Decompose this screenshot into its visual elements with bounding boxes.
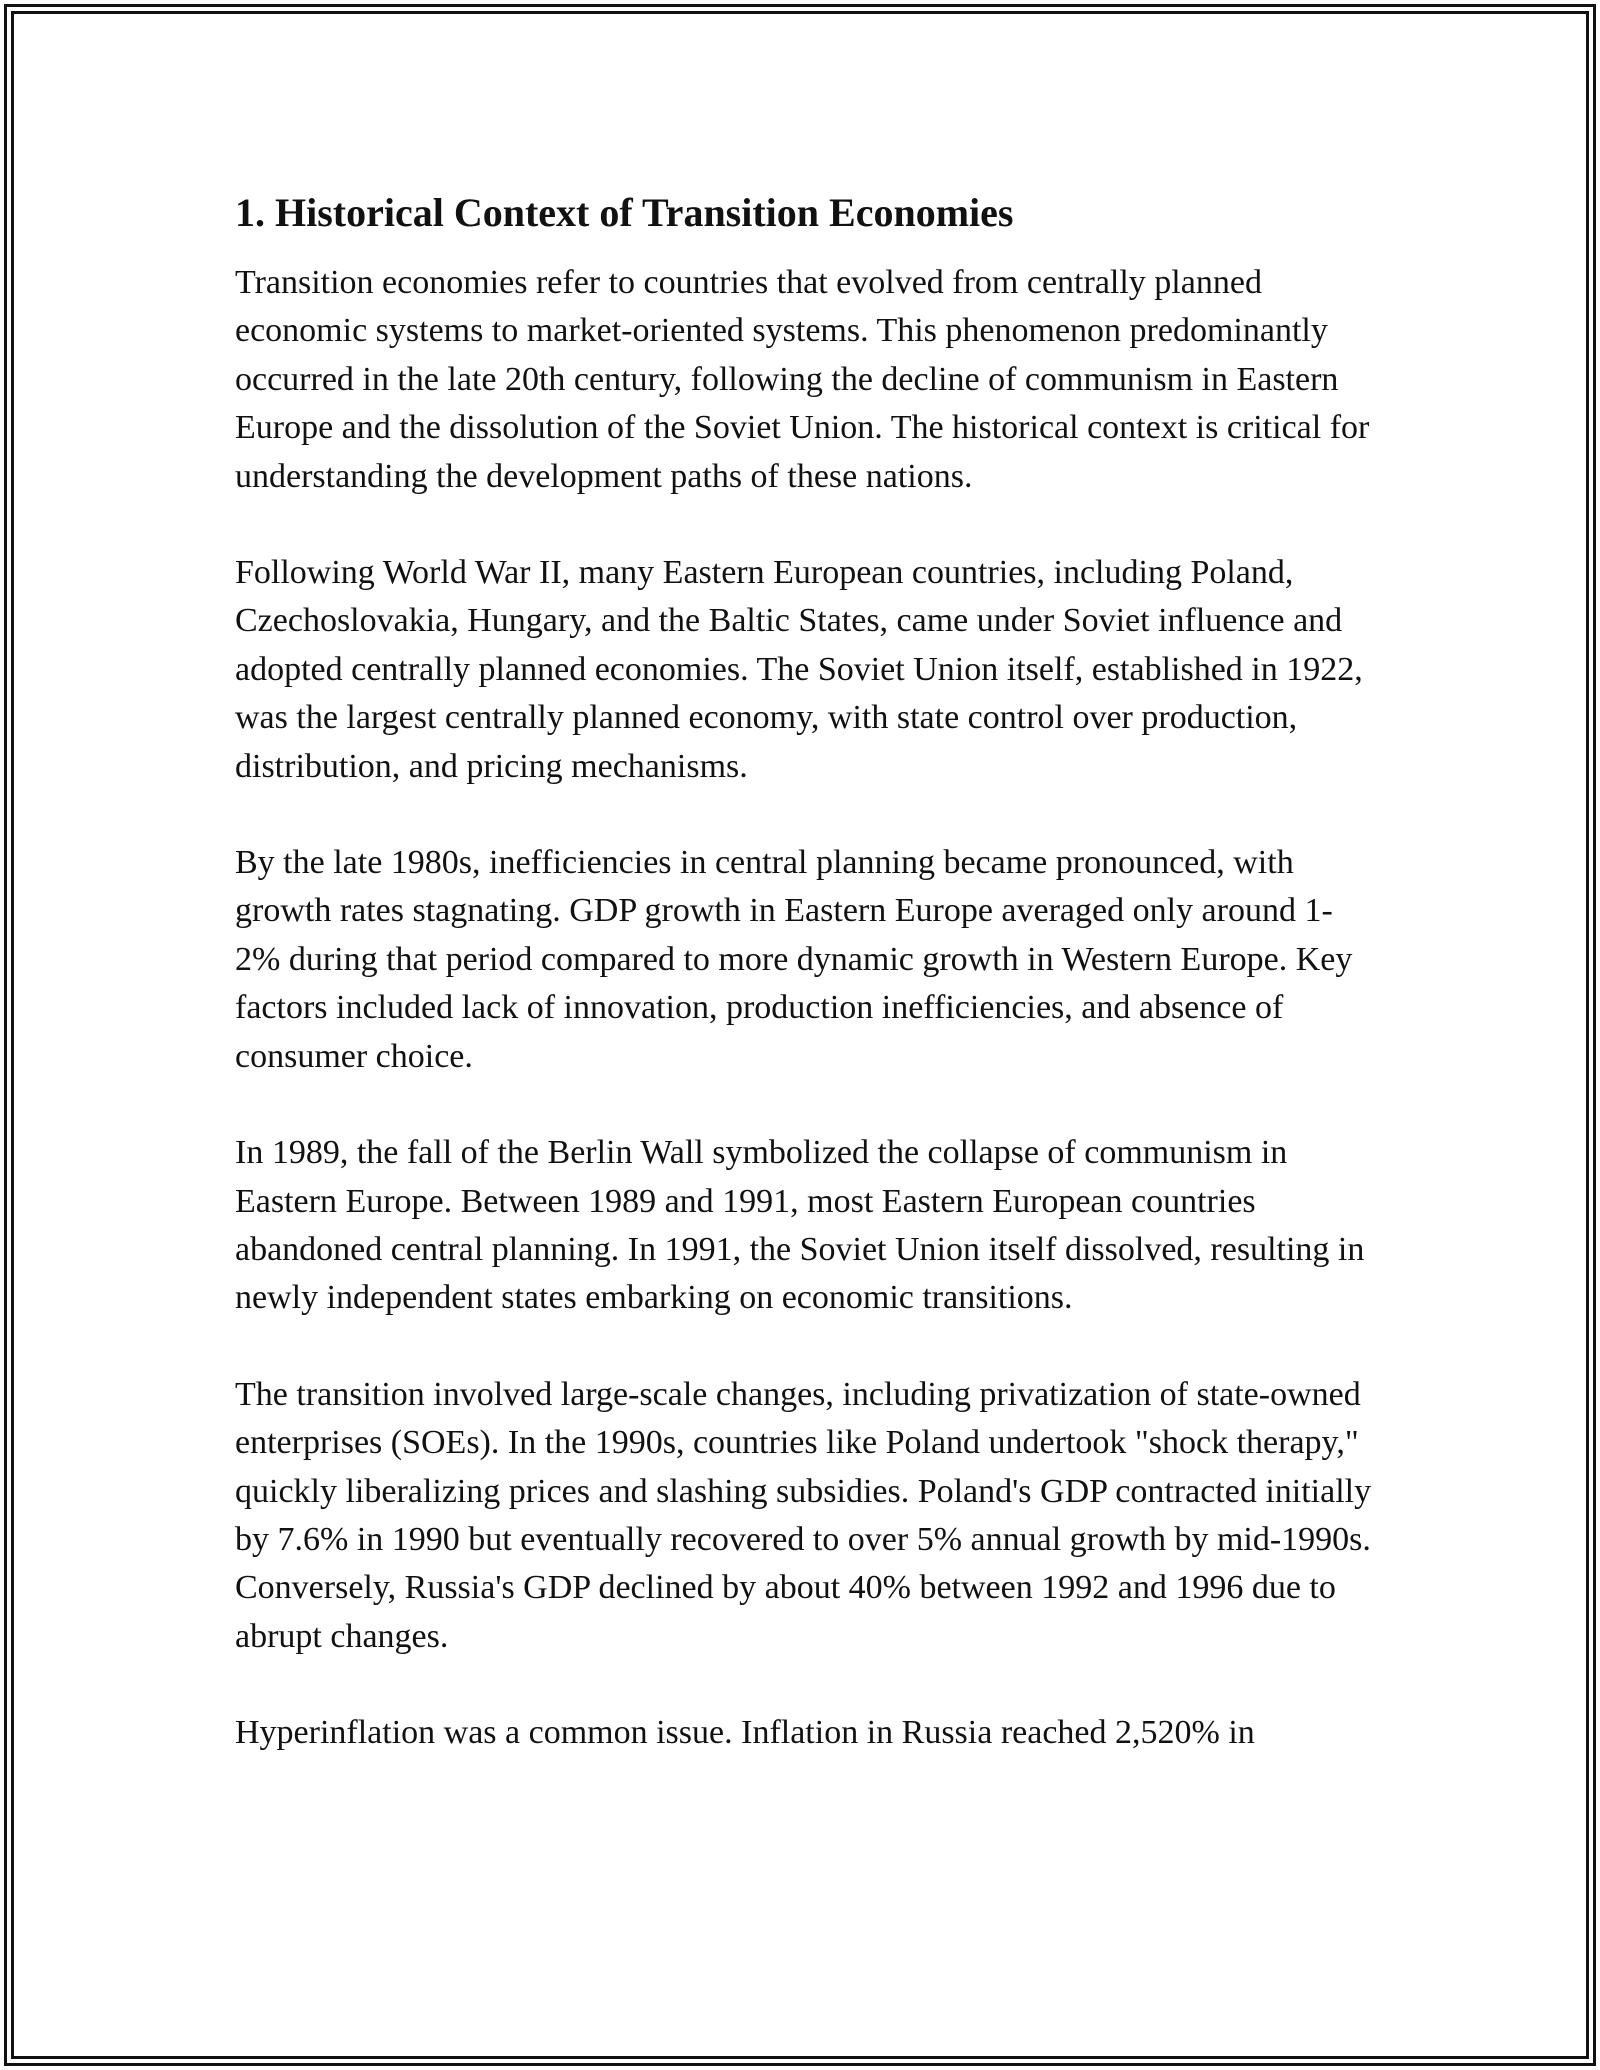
paragraph-1989-collapse: In 1989, the fall of the Berlin Wall symbolized the collapse of communism in Eastern Europe. Between 1989 and 1991, most Eastern European countries abandoned central planning. In 1991, the Soviet Union itself dissolved, resulting in newly independent states embarking on economic transitions. bbox=[235, 1134, 1365, 1317]
paragraph-post-war: Following World War II, many Eastern European countries, including Poland, Czechoslovakia, Hungary, and the Baltic States, came under Soviet influence and adopted centrally planned economies. The Soviet Union itself, established in 1922, was the largest centrally planned economy, with state control over production, distribution, and pricing mechanisms. bbox=[235, 554, 1363, 785]
paragraph-intro: Transition economies refer to countries that evolved from centrally planned economic systems to market-oriented systems. This phenomenon predominantly occurred in the late 20th century, following the decline of communism in Eastern Europe and the dissolution of the Soviet Union. The historical context is critical for understanding the development paths of these nations. bbox=[235, 264, 1370, 495]
section-heading: 1. Historical Context of Transition Economies bbox=[235, 190, 1014, 235]
document-body bbox=[235, 185, 1375, 1758]
paragraph-late-1980s: By the late 1980s, inefficiencies in central planning became pronounced, with growth rates stagnating. GDP growth in Eastern Europe averaged only around 1-2% during that period compared to more dynamic growth in Western Europe. Key factors included lack of innovation, production inefficiencies, and absence of consumer choice. bbox=[235, 844, 1353, 1075]
paragraph-hyperinflation: Hyperinflation was a common issue. Inflation in Russia reached 2,520% in bbox=[235, 1714, 1255, 1752]
paragraph-transition-changes: The transition involved large-scale changes, including privatization of state-owned enterprises (SOEs). In the 1990s, countries like Poland undertook "shock therapy," quickly liberalizing prices and slashing subsidies. Poland's GDP contracted initially by 7.6% in 1990 but eventually recovered to over 5% annual growth by mid-1990s. Conversely, Russia's GDP declined by about 40% between 1992 and 1996 due to abrupt changes. bbox=[235, 1375, 1372, 1655]
